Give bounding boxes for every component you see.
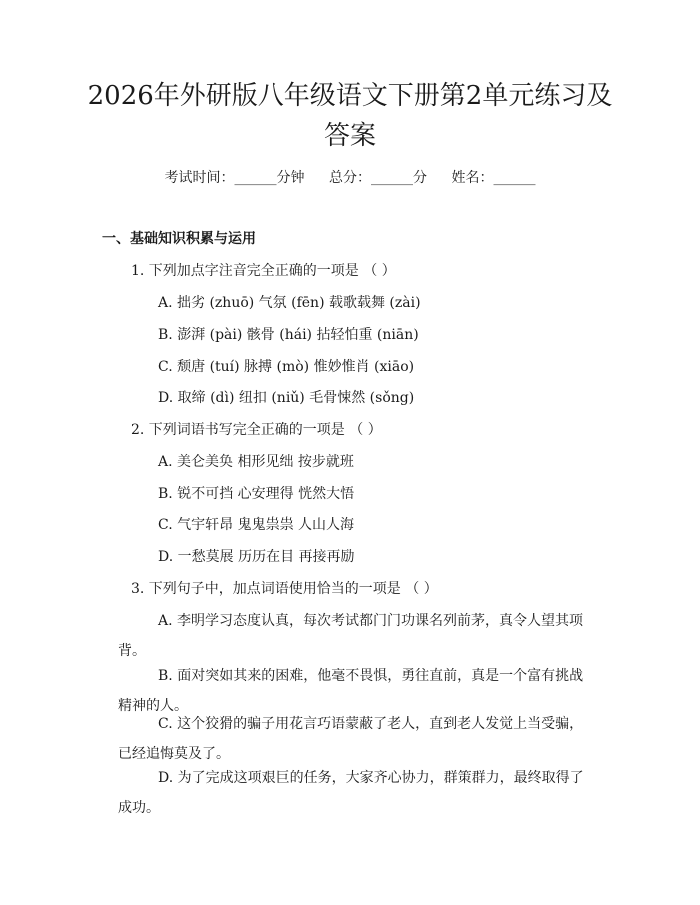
question-1-option-a: A. 拙劣 (zhuō) 气氛 (fēn) 载歌载舞 (zài) [158, 295, 421, 311]
question-3-option-c: C. 这个狡猾的骗子用花言巧语蒙蔽了老人，直到老人发觉上当受骗，已经追悔莫及了。 [118, 716, 584, 762]
question-1-stem: 1. 下列加点字注音完全正确的一项是 （ ） [131, 263, 396, 279]
question-3-option-d: D. 为了完成这项艰巨的任务，大家齐心协力，群策群力，最终取得了成功。 [118, 770, 584, 816]
student-name-field: 姓名：______ [451, 170, 536, 186]
question-3-option-a: A. 李明学习态度认真，每次考试都门门功课名列前茅，真令人望其项背。 [118, 613, 584, 659]
total-score-field: 总分：______分 [329, 170, 427, 186]
document-title: 2026年外研版八年级语文下册第2单元练习及答案 [87, 81, 613, 151]
question-3-stem: 3. 下列句子中，加点词语使用恰当的一项是 （ ） [131, 581, 438, 597]
exam-info-line [0, 168, 700, 188]
section-heading: 一、基础知识积累与运用 [102, 231, 256, 247]
question-1-option-b: B. 澎湃 (pài) 骸骨 (hái) 拈轻怕重 (niān) [158, 327, 419, 343]
question-2-option-a: A. 美仑美奂 相形见绌 按步就班 [158, 454, 354, 470]
question-2-option-d: D. 一愁莫展 历历在目 再接再励 [158, 549, 355, 565]
question-1-option-c: C. 颓唐 (tuí) 脉搏 (mò) 惟妙惟肖 (xiāo) [158, 359, 415, 375]
question-1-option-d: D. 取缔 (dì) 纽扣 (niǔ) 毛骨悚然 (sǒng) [158, 390, 415, 406]
question-2-stem: 2. 下列词语书写完全正确的一项是 （ ） [131, 422, 382, 438]
question-3-option-b: B. 面对突如其来的困难，他毫不畏惧，勇往直前，真是一个富有挑战精神的人。 [118, 668, 584, 714]
exam-time-field: 考试时间：______分钟 [164, 170, 305, 186]
question-2-option-c: C. 气宇轩昂 鬼鬼祟祟 人山人海 [158, 517, 355, 533]
question-2-option-b: B. 锐不可挡 心安理得 恍然大悟 [158, 486, 355, 502]
